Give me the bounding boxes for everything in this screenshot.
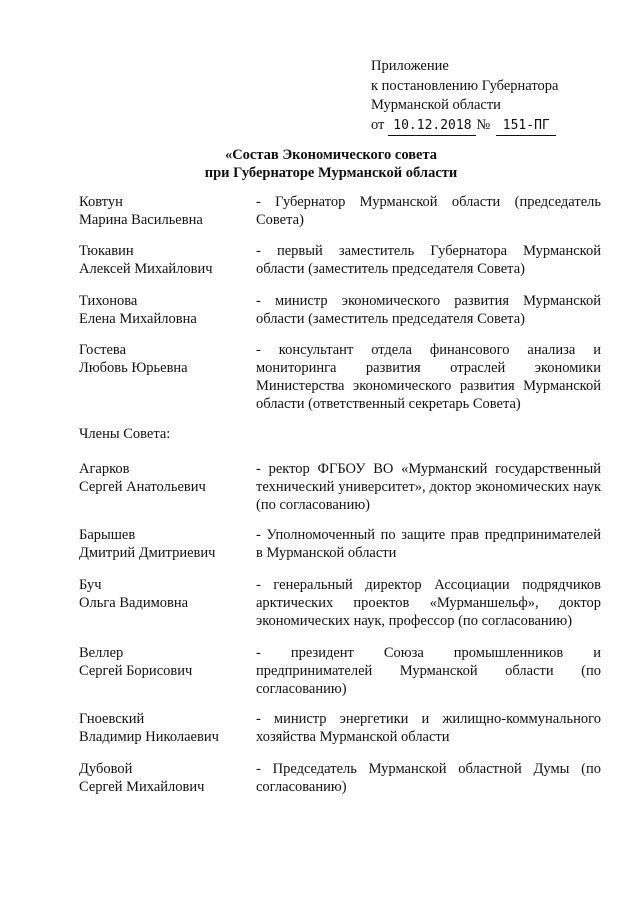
member-role: - министр энергетики и жилищно-коммунального хозяйства Мурманской области bbox=[256, 711, 601, 745]
title-line-1: «Состав Экономического совета bbox=[224, 147, 438, 163]
member-name bbox=[79, 576, 249, 612]
member-surname: Дубовой bbox=[79, 761, 133, 777]
member-role: - ректор ФГБОУ ВО «Мурманский государственный технический университет», доктор экономических наук (по согласованию) bbox=[256, 461, 601, 513]
member-given-name: Алексей Михайлович bbox=[79, 261, 213, 277]
member-role: - министр экономического развития Мурманской области (заместитель председателя Совета) bbox=[256, 293, 601, 327]
appendix-heading: Приложение bbox=[371, 58, 449, 74]
title-line-2: при Губернаторе Мурманской области bbox=[204, 165, 458, 181]
member-given-name: Дмитрий Дмитриевич bbox=[79, 545, 216, 561]
member-name bbox=[79, 292, 249, 328]
appendix-block bbox=[371, 57, 558, 136]
member-role: - Председатель Мурманской областной Думы (по согласованию) bbox=[256, 761, 601, 795]
member-given-name: Ольга Вадимовна bbox=[79, 595, 189, 611]
member-surname: Гноевский bbox=[79, 711, 145, 727]
member-role: - Уполномоченный по защите прав предпринимателей в Мурманской области bbox=[256, 527, 601, 561]
member-name bbox=[79, 341, 249, 377]
member-surname: Тюкавин bbox=[79, 243, 134, 259]
member-given-name: Владимир Николаевич bbox=[79, 729, 219, 745]
appendix-date-line bbox=[371, 116, 558, 137]
member-given-name: Марина Васильевна bbox=[79, 212, 203, 228]
decree-number: 151-ПГ bbox=[496, 116, 556, 137]
member-surname: Тихонова bbox=[79, 293, 138, 309]
member-surname: Веллер bbox=[79, 645, 124, 661]
number-label: № bbox=[476, 116, 491, 133]
decree-date: 10.12.2018 bbox=[388, 116, 476, 137]
member-surname: Буч bbox=[79, 577, 102, 593]
member-name bbox=[79, 644, 249, 680]
member-role: - президент Союза промышленников и предпринимателей Мурманской области (по согласованию) bbox=[256, 645, 601, 697]
member-surname: Гостева bbox=[79, 342, 127, 358]
appendix-region: Мурманской области bbox=[371, 97, 501, 113]
member-given-name: Любовь Юрьевна bbox=[79, 360, 188, 376]
member-name bbox=[79, 242, 249, 278]
members-heading: Члены Совета: bbox=[79, 426, 171, 442]
member-name bbox=[79, 193, 249, 229]
member-given-name: Сергей Борисович bbox=[79, 663, 193, 679]
member-role: - первый заместитель Губернатора Мурманской области (заместитель председателя Совета) bbox=[256, 243, 601, 277]
member-surname: Ковтун bbox=[79, 194, 123, 210]
member-given-name: Сергей Михайлович bbox=[79, 779, 205, 795]
member-name bbox=[79, 760, 249, 796]
member-name bbox=[79, 460, 249, 496]
member-surname: Агарков bbox=[79, 461, 130, 477]
appendix-decree-ref: к постановлению Губернатора bbox=[371, 77, 559, 94]
member-role: - генеральный директор Ассоциации подрядчиков арктических проектов «Мурманшельф», доктор экономических наук, профессор (по согласованию) bbox=[256, 577, 601, 629]
member-given-name: Елена Михайловна bbox=[79, 311, 197, 327]
member-surname: Барышев bbox=[79, 527, 136, 543]
from-label: от bbox=[371, 116, 385, 133]
member-role: - Губернатор Мурманской области (председатель Совета) bbox=[256, 194, 601, 228]
member-name bbox=[79, 526, 249, 562]
member-role: - консультант отдела финансового анализа и мониторинга развития отраслей экономики Министерства экономического развития Мурманской области (ответственный секретарь Совета) bbox=[256, 342, 601, 412]
member-given-name: Сергей Анатольевич bbox=[79, 479, 206, 495]
member-name bbox=[79, 710, 249, 746]
document-title bbox=[0, 146, 640, 182]
